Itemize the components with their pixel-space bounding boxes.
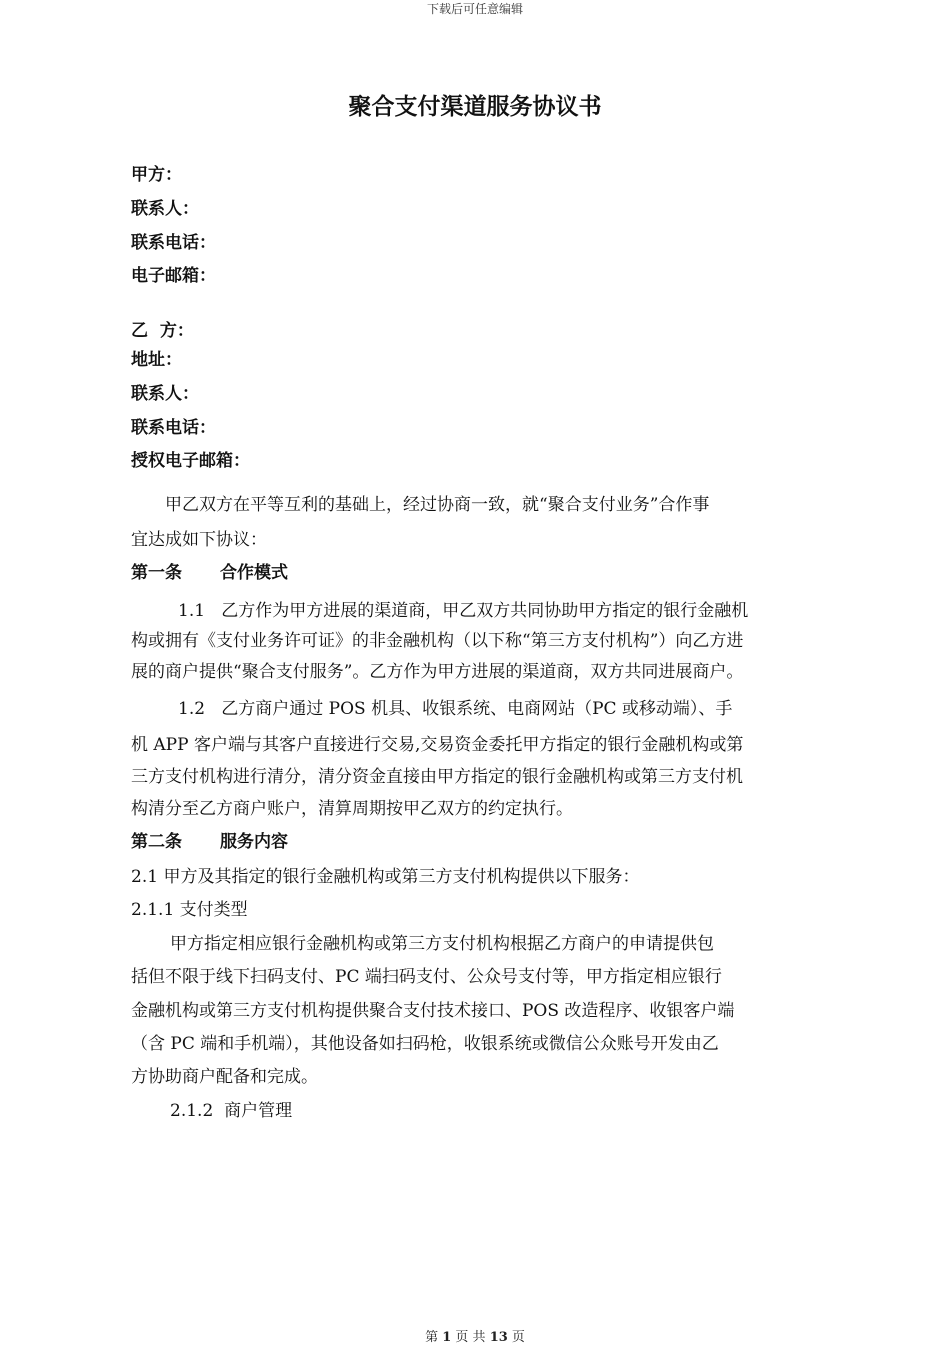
party-b-phone-label: 联系电话： bbox=[131, 418, 216, 438]
party-a-name-label: 甲方： bbox=[131, 165, 182, 185]
footer-suffix: 页 bbox=[511, 1330, 525, 1345]
party-a-email-label: 电子邮箱： bbox=[131, 266, 216, 286]
article-1-heading bbox=[131, 558, 288, 583]
header-note: 下载后可任意编辑 bbox=[426, 2, 523, 16]
article-2-heading bbox=[131, 827, 288, 852]
party-a-contact-label: 联系人： bbox=[131, 199, 199, 219]
party-b-name-label: 乙 方： bbox=[131, 321, 194, 341]
footer-prefix: 第 bbox=[425, 1330, 439, 1345]
section-2-1-1-line-2: 括但不限于线下扫码支付、PC 端扫码支付、公众号支付等，甲方指定相应银行 bbox=[131, 967, 722, 987]
party-b-address-label: 地址： bbox=[131, 350, 182, 370]
section-2-1: 2.1 甲方及其指定的银行金融机构或第三方支付机构提供以下服务： bbox=[131, 867, 640, 887]
clause-1-2-line-1: 1.2 乙方商户通过 POS 机具、收银系统、电商网站（PC 或移动端）、手 bbox=[178, 699, 733, 719]
footer-mid: 页 共 bbox=[455, 1330, 486, 1345]
clause-1-1-line-1: 1.1 乙方作为甲方进展的渠道商，甲乙双方共同协助甲方指定的银行金融机 bbox=[178, 601, 749, 621]
section-2-1-1: 2.1.1 支付类型 bbox=[131, 900, 248, 920]
party-b-email-label: 授权电子邮箱： bbox=[131, 451, 250, 471]
clause-1-2-line-3: 三方支付机构进行清分，清分资金直接由甲方指定的银行金融机构或第三方支付机 bbox=[131, 767, 743, 787]
clause-1-1-line-2: 构或拥有《支付业务许可证》的非金融机构（以下称“第三方支付机构”）向乙方进 bbox=[131, 631, 744, 651]
clause-1-2-line-2: 机 APP 客户端与其客户直接进行交易,交易资金委托甲方指定的银行金融机构或第 bbox=[131, 735, 744, 755]
clause-1-1-line-3: 展的商户提供“聚合支付服务”。乙方作为甲方进展的渠道商，双方共同进展商户。 bbox=[131, 662, 744, 682]
section-2-1-1-line-3: 金融机构或第三方支付机构提供聚合支付技术接口、POS 改造程序、收银客户端 bbox=[131, 1001, 735, 1021]
footer-total-pages: 13 bbox=[489, 1330, 508, 1345]
clause-1-2-line-4: 构清分至乙方商户账户，清算周期按甲乙双方的约定执行。 bbox=[131, 799, 573, 819]
article-2-number: 第二条 bbox=[131, 832, 182, 852]
document-title: 聚合支付渠道服务协议书 bbox=[348, 94, 602, 120]
page-footer bbox=[0, 1326, 950, 1345]
footer-page-number: 1 bbox=[442, 1330, 452, 1345]
article-1-title: 合作模式 bbox=[220, 563, 288, 583]
article-1-number: 第一条 bbox=[131, 563, 182, 583]
article-2-title: 服务内容 bbox=[220, 832, 288, 852]
intro-line-2: 宜达成如下协议： bbox=[131, 530, 267, 550]
section-2-1-1-line-4: （含 PC 端和手机端），其他设备如扫码枪，收银系统或微信公众账号开发由乙 bbox=[131, 1034, 719, 1054]
section-2-1-1-line-1: 甲方指定相应银行金融机构或第三方支付机构根据乙方商户的申请提供包 bbox=[170, 934, 714, 954]
section-2-1-1-line-5: 方协助商户配备和完成。 bbox=[131, 1067, 318, 1087]
section-2-1-2: 2.1.2 商户管理 bbox=[170, 1101, 293, 1121]
party-b-contact-label: 联系人： bbox=[131, 384, 199, 404]
intro-line-1: 甲乙双方在平等互利的基础上，经过协商一致，就“聚合支付业务”合作事 bbox=[165, 495, 710, 515]
party-a-phone-label: 联系电话： bbox=[131, 233, 216, 253]
